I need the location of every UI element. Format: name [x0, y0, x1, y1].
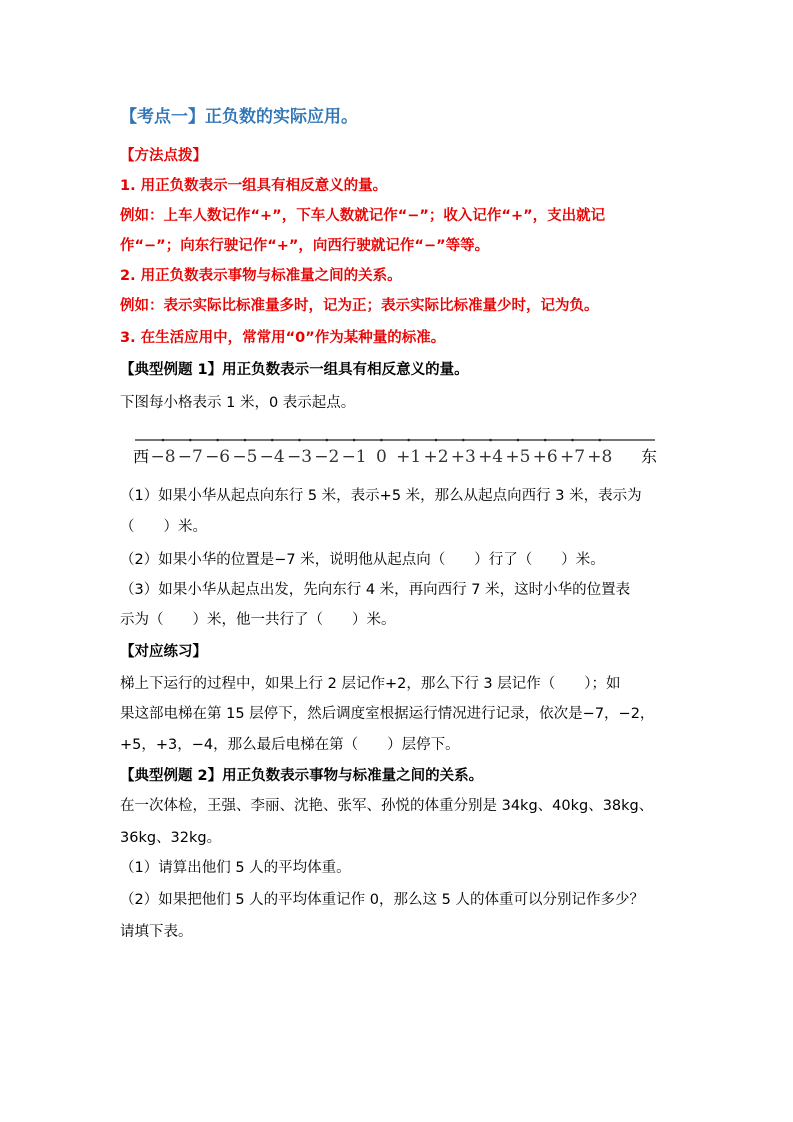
number-line-tick — [244, 439, 247, 442]
example2-line: （2）如果把他们 5 人的平均体重记作 0，那么这 5 人的体重可以分别记作多少？ — [120, 892, 644, 908]
number-line-tick — [326, 439, 329, 442]
number-line-tick — [162, 439, 165, 442]
number-line-label: +4 — [478, 447, 504, 467]
example2-line: 36kg、32kg。 — [120, 830, 222, 846]
number-line-tick — [298, 439, 301, 442]
number-line — [133, 432, 673, 472]
example2-line: 在一次体检，王强、李丽、沈艳、张军、孙悦的体重分别是 34kg、40kg、38kg、 — [120, 798, 654, 814]
method-line: 1. 用正负数表示一组具有相反意义的量。 — [120, 178, 388, 194]
practice-line: +5，+3，−4，那么最后电梯在第（ ）层停下。 — [120, 737, 460, 753]
number-line-label: −1 — [341, 447, 367, 467]
example1-line: （ ）米。 — [120, 519, 207, 535]
example1-intro: 下图每小格表示 1 米，0 表示起点。 — [120, 395, 356, 411]
method-line: 3. 在生活应用中，常常用“0”作为某种量的标准。 — [120, 330, 446, 346]
number-line-label: −4 — [259, 447, 285, 467]
example2-heading: 【典型例题 2】用正负数表示事物与标准量之间的关系。 — [120, 768, 484, 784]
number-line-label: −8 — [150, 447, 176, 467]
number-line-tick — [216, 439, 219, 442]
method-line: 作“−”；向东行驶记作“+”，向西行驶就记作“−”等等。 — [120, 238, 490, 254]
number-line-tick — [517, 439, 520, 442]
number-line-tick — [599, 439, 602, 442]
number-line-tick — [544, 439, 547, 442]
number-line-label: +7 — [559, 447, 586, 467]
method-line: 例如：表示实际比标准量多时，记为正；表示实际比标准量少时，记为负。 — [120, 298, 599, 314]
west-label: 西 — [133, 447, 150, 466]
number-line-label: +5 — [505, 447, 531, 467]
method-heading: 【方法点拨】 — [120, 148, 207, 164]
number-line-label: −6 — [205, 447, 231, 467]
example2-line: 请填下表。 — [120, 924, 193, 940]
practice-line: 果这部电梯在第 15 层停下，然后调度室根据运行情况进行记录，依次是−7，−2， — [120, 706, 655, 722]
number-line-label: 0 — [375, 447, 387, 467]
number-line-label: −2 — [314, 447, 340, 467]
example1-line: 示为（ ）米，他一共行了（ ）米。 — [120, 612, 396, 628]
method-line: 例如：上车人数记作“+”，下车人数就记作“−”；收入记作“+”，支出就记 — [120, 208, 606, 224]
example1-heading: 【典型例题 1】用正负数表示一组具有相反意义的量。 — [120, 362, 469, 378]
number-line-label: −3 — [286, 447, 313, 467]
number-line-tick — [571, 439, 574, 442]
number-line-tick — [489, 439, 492, 442]
example1-line: （2）如果小华的位置是−7 米，说明他从起点向（ ）行了（ ）米。 — [120, 552, 605, 568]
number-line-label: +2 — [423, 447, 449, 467]
number-line-label: −5 — [232, 447, 258, 467]
number-line-tick — [462, 439, 465, 442]
number-line-tick — [407, 439, 410, 442]
east-label: 东 — [641, 447, 658, 466]
example2-line: （1）请算出他们 5 人的平均体重。 — [120, 860, 351, 876]
number-line-label: +3 — [450, 447, 476, 467]
number-line-label: +8 — [587, 447, 613, 467]
number-line-tick — [271, 439, 274, 442]
number-line-tick — [380, 439, 383, 442]
practice-line: 梯上下运行的过程中，如果上行 2 层记作+2，那么下行 3 层记作（ ）；如 — [120, 676, 621, 692]
example1-line: （3）如果小华从起点出发，先向东行 4 米，再向西行 7 米，这时小华的位置表 — [120, 582, 631, 598]
number-line-tick — [353, 439, 356, 442]
number-line-label: −7 — [177, 447, 203, 467]
practice-heading: 【对应练习】 — [120, 644, 207, 660]
number-line-tick — [435, 439, 438, 442]
number-line-tick — [189, 439, 192, 442]
example1-line: （1）如果小华从起点向东行 5 米，表示+5 米，那么从起点向西行 3 米，表示为 — [120, 488, 642, 504]
number-line-label: +6 — [532, 447, 558, 467]
number-line-label: +1 — [396, 447, 422, 467]
method-line: 2. 用正负数表示事物与标准量之间的关系。 — [120, 268, 402, 284]
page-title: 【考点一】正负数的实际应用。 — [120, 107, 358, 127]
